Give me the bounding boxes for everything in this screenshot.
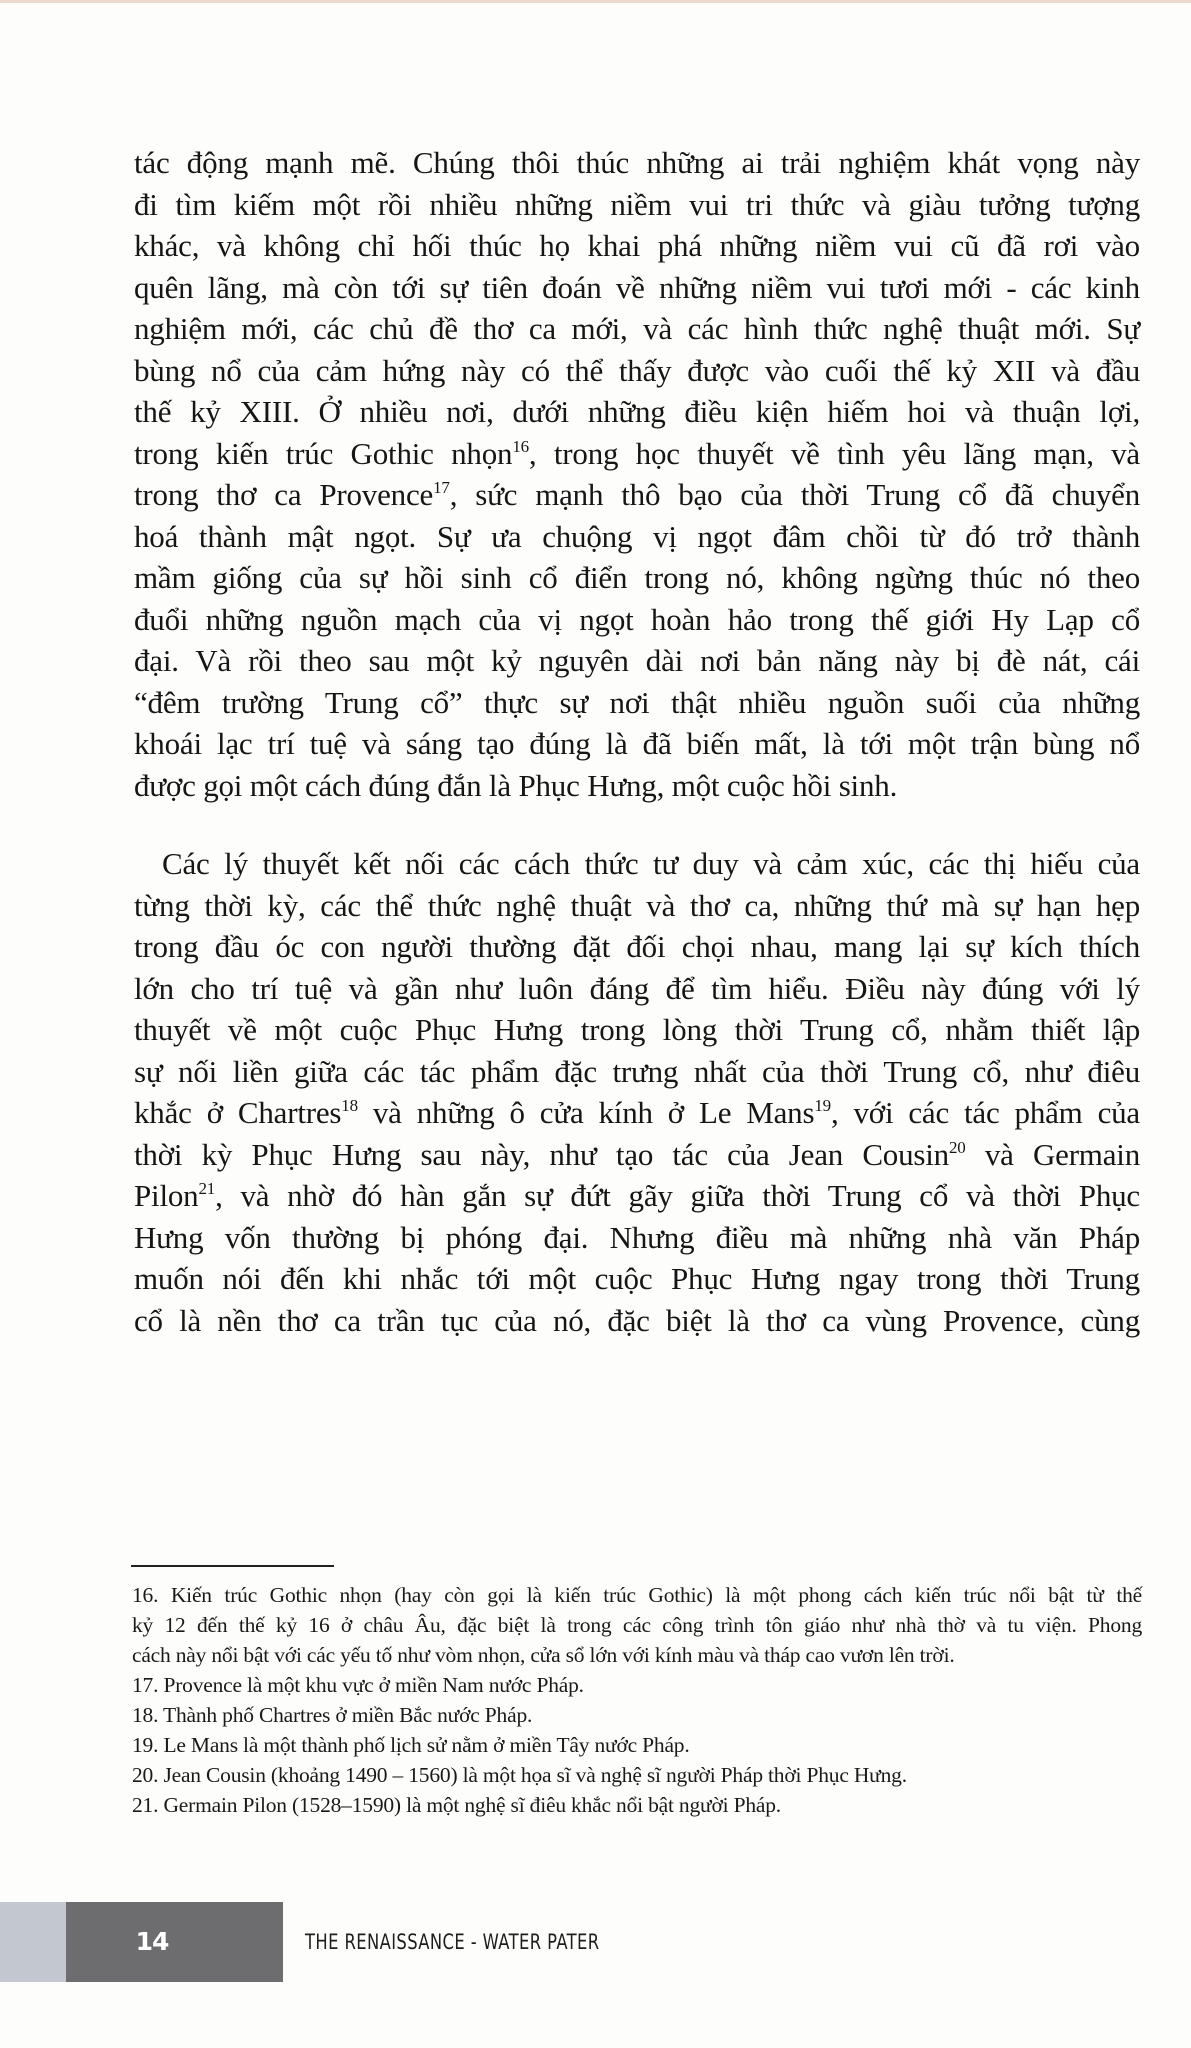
running-title: THE RENAISSANCE - WATER PATER: [305, 1930, 600, 1954]
text-line: khoái lạc trí tuệ và sáng tạo đúng là đã biến mất, là tới một trận bùng nổ: [134, 726, 1140, 761]
text-line: sự nối liền giữa các tác phẩm đặc trưng nhất của thời Trung cổ, như điêu: [134, 1053, 1140, 1089]
footnote-18: 18. Thành phố Chartres ở miền Bắc nước Pháp.: [132, 1703, 533, 1727]
text-line: muốn nói đến khi nhắc tới một cuộc Phục Hưng ngay trong thời Trung: [134, 1261, 1140, 1296]
text-line: “đêm trường Trung cổ” thực sự nơi thật nhiều nguồn suối của những: [134, 684, 1140, 720]
text-line: Hưng vốn thường bị phóng đại. Nhưng điều mà những nhà văn Pháp: [134, 1219, 1140, 1255]
text-line: trong thơ ca Provence$^{17}$, sức mạnh thô bạo của thời Trung cổ đã chuyển: [134, 477, 1141, 512]
footnote-17: 17. Provence là một khu vực ở miền Nam nước Pháp.: [132, 1673, 584, 1697]
text-line: quên lãng, mà còn tới sự tiên đoán về những niềm vui tươi mới - các kinh: [134, 269, 1140, 305]
text-line: hoá thành mật ngọt. Sự ưa chuộng vị ngọt đâm chồi từ đó trở thành: [134, 518, 1140, 554]
text-line: thế kỷ XIII. Ở nhiều nơi, dưới những điều kiện hiếm hoi và thuận lợi,: [134, 394, 1140, 429]
footnote-separator: [131, 1565, 334, 1567]
page-number: 14: [135, 1927, 169, 1956]
footnote-16: 16. Kiến trúc Gothic nhọn (hay còn gọi là kiến trúc Gothic) là một phong cách kiến trúc nổi bật từ thế: [132, 1583, 1142, 1607]
text-line: từng thời kỳ, các thể thức nghệ thuật và thơ ca, những thứ mà sự hạn hẹp: [134, 887, 1140, 923]
footnote-16: cách này nổi bật với các yếu tố như vòm nhọn, cửa sổ lớn với kính màu và tháp cao vươn lên trời.: [132, 1643, 955, 1667]
body-text: [134, 142, 1140, 1341]
footnote-ref-20[interactable]: 20: [948, 1137, 966, 1157]
text-line: Các lý thuyết kết nối các cách thức tư duy và cảm xúc, các thị hiếu của: [162, 846, 1140, 881]
footnotes: [132, 1580, 1142, 1820]
footnote-16: kỷ 12 đến thế kỷ 16 ở châu Âu, đặc biệt là trong các công trình tôn giáo như nhà thờ và tu viện. Phong: [132, 1613, 1142, 1637]
footer-tab-light: [0, 1902, 66, 1982]
text-line: tác động mạnh mẽ. Chúng thôi thúc những ai trải nghiệm khát vọng này: [134, 145, 1140, 180]
text-line: Pilon$^{21}$, và nhờ đó hàn gắn sự đứt gãy giữa thời Trung cổ và thời Phục: [134, 1178, 1140, 1213]
page-footer: [0, 1902, 1191, 1982]
footnote-20: 20. Jean Cousin (khoảng 1490 – 1560) là một họa sĩ và nghệ sĩ người Pháp thời Phục Hưng.: [132, 1763, 907, 1787]
text-line: bùng nổ của cảm hứng này có thể thấy được vào cuối thế kỷ XII và đầu: [134, 352, 1140, 388]
footnote-ref-17[interactable]: 17: [433, 478, 450, 497]
paragraph-2: [134, 843, 1140, 1341]
text-line: thời kỳ Phục Hưng sau này, như tạo tác của Jean Cousin$^{20}$ và Germain: [134, 1136, 1140, 1172]
text-line: được gọi một cách đúng đắn là Phục Hưng, một cuộc hồi sinh.: [134, 767, 898, 803]
text-line: khác, và không chỉ hối thúc họ khai phá những niềm vui cũ đã rơi vào: [134, 228, 1140, 263]
text-line: thuyết về một cuộc Phục Hưng trong lòng thời Trung cổ, nhằm thiết lập: [134, 1012, 1140, 1047]
text-line: đại. Và rồi theo sau một kỷ nguyên dài nơi bản năng này bị đè nát, cái: [134, 643, 1140, 678]
text-line: nghiệm mới, các chủ đề thơ ca mới, và các hình thức nghệ thuật mới. Sự: [134, 311, 1140, 346]
text-line: đuổi những nguồn mạch của vị ngọt hoàn hảo trong thế giới Hy Lạp cổ: [134, 601, 1140, 637]
text-line: lớn cho trí tuệ và gần như luôn đáng để tìm hiểu. Điều này đúng với lý: [134, 970, 1140, 1006]
text-line: khắc ở Chartres$^{18}$ và những ô cửa kính ở Le Mans$^{19}$, với các tác phẩm của: [134, 1095, 1140, 1130]
text-line: mầm giống của sự hồi sinh cổ điển trong nó, không ngừng thúc nó theo: [134, 560, 1140, 595]
footnote-ref-21[interactable]: 21: [198, 1179, 216, 1198]
page-top-edge: [0, 0, 1191, 3]
footnote-19: 19. Le Mans là một thành phố lịch sử nằm ở miền Tây nước Pháp.: [132, 1733, 690, 1757]
footnote-ref-19[interactable]: 19: [814, 1096, 831, 1115]
text-line: trong kiến trúc Gothic nhọn$^{16}$, trong học thuyết về tình yêu lãng mạn, và: [134, 435, 1140, 471]
footnote-ref-16[interactable]: 16: [512, 436, 529, 456]
paragraph-1: [134, 142, 1140, 806]
text-line: đi tìm kiếm một rồi nhiều những niềm vui tri thức và giàu tưởng tượng: [134, 186, 1140, 222]
text-line: cổ là nền thơ ca trần tục của nó, đặc biệt là thơ ca vùng Provence, cùng: [134, 1302, 1140, 1338]
text-line: trong đầu óc con người thường đặt đối chọi nhau, mang lại sự kích thích: [134, 929, 1140, 964]
footnote-21: 21. Germain Pilon (1528–1590) là một nghệ sĩ điêu khắc nổi bật người Pháp.: [132, 1793, 781, 1817]
footnote-ref-18[interactable]: 18: [341, 1096, 358, 1115]
